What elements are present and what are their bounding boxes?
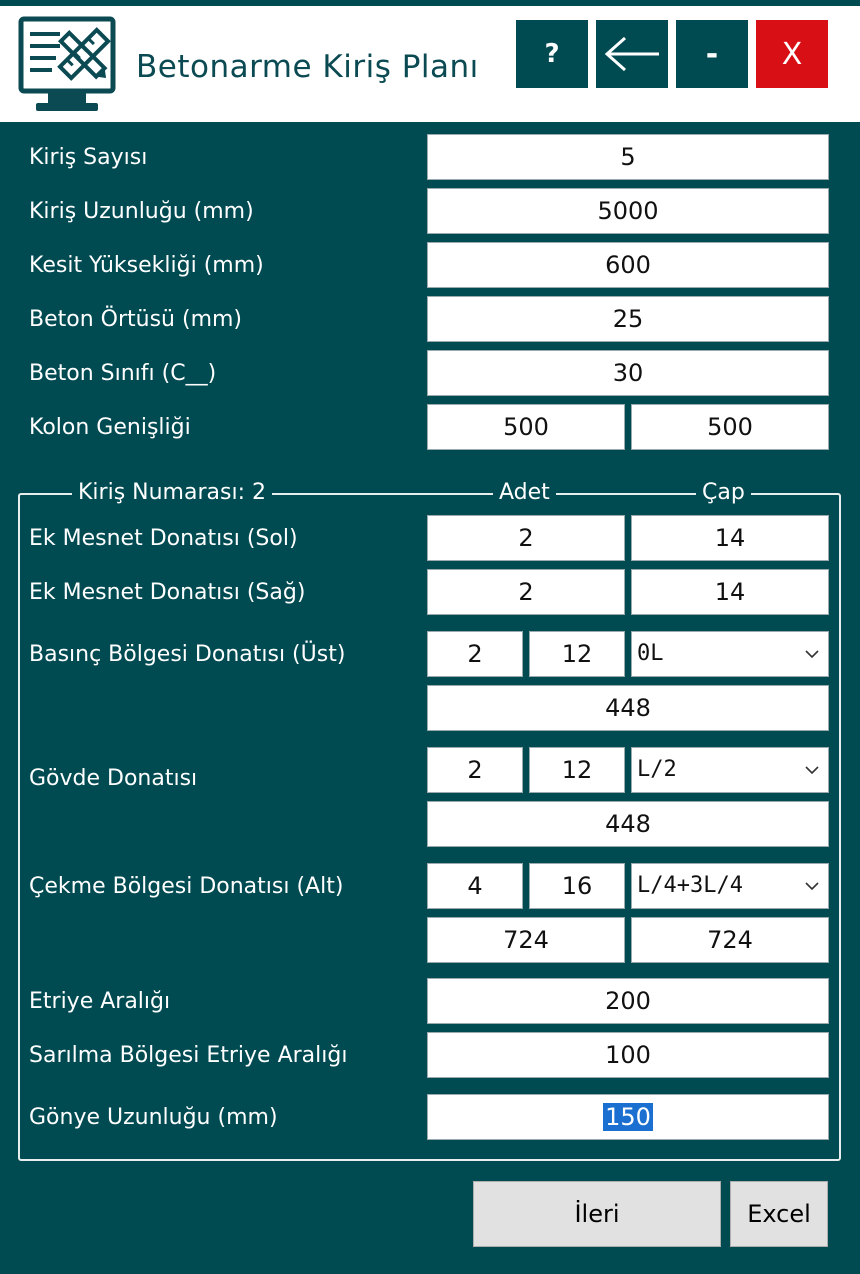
beton-ortusu-label: Beton Örtüsü (mm) xyxy=(29,307,243,332)
back-button[interactable] xyxy=(596,20,668,88)
cekme-length-left-input[interactable]: 724 xyxy=(427,917,625,963)
govde-adet-input[interactable]: 2 xyxy=(427,747,523,793)
chevron-down-icon xyxy=(804,646,820,662)
basinc-length-input[interactable]: 448 xyxy=(427,685,829,731)
gonye-uzunlugu-input[interactable] xyxy=(427,1094,829,1140)
close-button[interactable]: X xyxy=(756,20,828,88)
kolon-genisligi-left-input[interactable]: 500 xyxy=(427,404,625,450)
cekme-option-select[interactable] xyxy=(631,863,829,909)
window-title: Betonarme Kiriş Planı xyxy=(136,49,479,85)
gonye-uzunlugu-label: Gönye Uzunluğu (mm) xyxy=(29,1105,278,1130)
gonye-uzunlugu-value: 150 xyxy=(605,1103,651,1131)
kolon-genisligi-label: Kolon Genişliği xyxy=(29,415,191,440)
etriye-araligi-input[interactable]: 200 xyxy=(427,978,829,1024)
basinc-adet-input[interactable]: 2 xyxy=(427,631,523,677)
help-button[interactable]: ? xyxy=(516,20,588,88)
sarilma-araligi-label: Sarılma Bölgesi Etriye Aralığı xyxy=(29,1043,348,1068)
beton-sinifi-label: Beton Sınıfı (C__) xyxy=(29,361,217,386)
cekme-adet-input[interactable]: 4 xyxy=(427,863,523,909)
basinc-option-value: 0L xyxy=(637,641,664,666)
ek-mesnet-sag-cap-input[interactable]: 14 xyxy=(631,569,829,615)
govde-length-input[interactable]: 448 xyxy=(427,801,829,847)
sarilma-araligi-input[interactable]: 100 xyxy=(427,1032,829,1078)
govde-label: Gövde Donatısı xyxy=(29,766,198,791)
back-arrow-icon xyxy=(603,34,661,74)
ek-mesnet-sol-cap-input[interactable]: 14 xyxy=(631,515,829,561)
basinc-label: Basınç Bölgesi Donatısı (Üst) xyxy=(29,642,346,667)
govde-cap-input[interactable]: 12 xyxy=(529,747,625,793)
group-title: Kiriş Numarası: 2 xyxy=(72,478,272,508)
chevron-down-icon xyxy=(804,762,820,778)
kesit-yuksekligi-label: Kesit Yüksekliği (mm) xyxy=(29,253,264,278)
govde-option-select[interactable] xyxy=(631,747,829,793)
excel-button[interactable]: Excel xyxy=(730,1181,828,1247)
ek-mesnet-sag-label: Ek Mesnet Donatısı (Sağ) xyxy=(29,580,306,605)
kiris-sayisi-input[interactable]: 5 xyxy=(427,134,829,180)
ek-mesnet-sag-adet-input[interactable]: 2 xyxy=(427,569,625,615)
ek-mesnet-sol-label: Ek Mesnet Donatısı (Sol) xyxy=(29,526,298,551)
column-header-cap: Çap xyxy=(696,478,751,508)
next-button[interactable]: İleri xyxy=(473,1181,721,1247)
basinc-cap-input[interactable]: 12 xyxy=(529,631,625,677)
kesit-yuksekligi-input[interactable]: 600 xyxy=(427,242,829,288)
kolon-genisligi-right-input[interactable]: 500 xyxy=(631,404,829,450)
cekme-length-right-input[interactable]: 724 xyxy=(631,917,829,963)
cekme-option-value: L/4+3L/4 xyxy=(637,873,743,898)
beton-ortusu-input[interactable]: 25 xyxy=(427,296,829,342)
kiris-sayisi-label: Kiriş Sayısı xyxy=(29,145,148,170)
column-header-adet: Adet xyxy=(493,478,556,508)
etriye-araligi-label: Etriye Aralığı xyxy=(29,989,171,1014)
cekme-label: Çekme Bölgesi Donatısı (Alt) xyxy=(29,874,344,899)
ek-mesnet-sol-adet-input[interactable]: 2 xyxy=(427,515,625,561)
kiris-uzunlugu-input[interactable]: 5000 xyxy=(427,188,829,234)
govde-option-value: L/2 xyxy=(637,757,677,782)
basinc-option-select[interactable] xyxy=(631,631,829,677)
chevron-down-icon xyxy=(804,878,820,894)
cekme-cap-input[interactable]: 16 xyxy=(529,863,625,909)
minimize-button[interactable]: - xyxy=(676,20,748,88)
beton-sinifi-input[interactable]: 30 xyxy=(427,350,829,396)
kiris-uzunlugu-label: Kiriş Uzunluğu (mm) xyxy=(29,199,254,224)
blueprint-app-icon xyxy=(18,16,116,116)
